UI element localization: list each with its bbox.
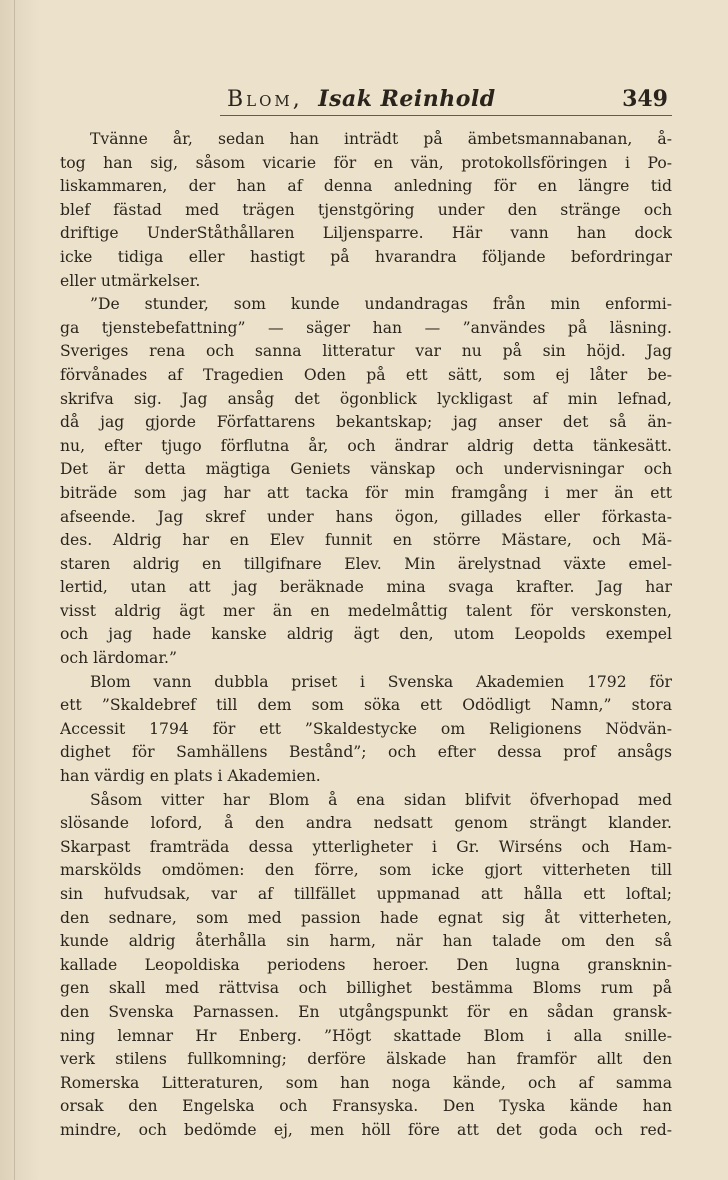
header-name: Isak Reinhold: [318, 86, 496, 112]
body-text: [60, 128, 672, 1143]
text-line: gen skall med rättvisa och billighet bestämma Bloms rum på: [60, 979, 672, 998]
text-line: biträde som jag har att tacka för min framgång i mer än ett: [60, 483, 672, 502]
text-line: visst aldrig ägt mer än en medelmåttig talent för verskonsten,: [60, 601, 672, 620]
page-gutter: [14, 0, 15, 1180]
text-line: dighet för Samhällens Bestånd”; och efter dessa prof ansågs: [60, 743, 672, 762]
text-line: Tvänne år, sedan han inträdt på ämbetsmannabanan, å-: [90, 130, 672, 148]
text-line: driftige UnderStåthållaren Liljensparre. Här vann han dock: [60, 224, 672, 243]
text-line: Såsom vitter har Blom å ena sidan blifvit öfverhopad med: [90, 790, 672, 809]
text-line: liskammaren, der han af denna anledning för en längre tid: [60, 177, 672, 196]
text-line: verk stilens fullkomning; derföre älskade han framför allt den: [60, 1050, 672, 1069]
text-line: och jag hade kanske aldrig ägt den, utom Leopolds exempel: [60, 625, 672, 644]
header-author: Blom,: [227, 87, 303, 112]
text-line: kallade Leopoldiska periodens heroer. Den lugna gransknin-: [60, 955, 672, 974]
text-line: tog han sig, såsom vicarie för en vän, protokollsföringen i Po-: [60, 153, 672, 172]
text-line: icke tidiga eller hastigt på hvarandra följande befordringar: [60, 247, 672, 266]
text-line: kunde aldrig återhålla sin harm, när han talade om den så: [60, 932, 672, 951]
running-header: [60, 82, 672, 116]
text-line: förvånades af Tragedien Oden på ett sätt, som ej låter be-: [60, 365, 672, 384]
text-line: skrifva sig. Jag ansåg det ögonblick lyckligast af min lefnad,: [60, 389, 672, 408]
header-rule: [220, 115, 672, 116]
text-line: han värdig en plats i Akademien.: [60, 767, 321, 786]
text-line: marskölds omdömen: den förre, som icke gjort vitterheten till: [60, 861, 672, 880]
text-line: mindre, och bedömde ej, men höll före att det goda och red-: [60, 1120, 672, 1139]
text-line: sin hufvudsak, var af tillfället uppmanad att hålla ett loftal;: [60, 885, 672, 903]
text-line: orsak den Engelska och Fransyska. Den Tyska kände han: [60, 1097, 672, 1116]
text-line: Accessit 1794 för ett ”Skaldestycke om Religionens Nödvän-: [60, 719, 672, 738]
text-line: slösande loford, å den andra nedsatt genom strängt klander.: [60, 814, 672, 833]
text-line: ”De stunder, som kunde undandragas från min enformi-: [90, 295, 672, 314]
text-line: den sednare, som med passion hade egnat sig åt vitterheten,: [60, 908, 672, 927]
text-line: och lärdomar.”: [60, 649, 177, 668]
text-line: blef fästad med trägen tjenstgöring under den stränge och: [60, 200, 672, 219]
text-line: staren aldrig en tillgifnare Elev. Min ärelystnad växte emel-: [60, 554, 672, 573]
text-line: ning lemnar Hr Enberg. ”Högt skattade Blom i alla snille-: [60, 1026, 672, 1045]
page-number: 349: [622, 86, 668, 112]
text-line: afseende. Jag skref under hans ögon, gillades eller förkasta-: [60, 507, 672, 526]
text-line: ga tjenstebefattning” — säger han — ”användes på läsning.: [60, 318, 672, 337]
text-line: lertid, utan att jag beräknade mina svaga krafter. Jag har: [60, 578, 672, 597]
text-line: ett ”Skaldebref till dem som söka ett Odödligt Namn,” stora: [60, 696, 672, 715]
running-title: [227, 86, 496, 112]
text-line: Romerska Litteraturen, som han noga kände, och af samma: [60, 1073, 672, 1092]
text-line: nu, efter tjugo förflutna år, och ändrar aldrig detta tänkesätt.: [60, 436, 672, 455]
text-line: des. Aldrig har en Elev funnit en större Mästare, och Mä-: [60, 531, 672, 550]
text-line: då jag gjorde Författarens bekantskap; jag anser det så än-: [60, 413, 672, 432]
text-line: den Svenska Parnassen. En utgångspunkt för en sådan gransk-: [60, 1002, 672, 1021]
text-line: Blom vann dubbla priset i Svenska Akademien 1792 för: [90, 672, 672, 691]
text-line: Sveriges rena och sanna litteratur var nu på sin höjd. Jag: [60, 342, 672, 361]
text-line: Skarpast framträda dessa ytterligheter i Gr. Wirséns och Ham-: [60, 837, 672, 856]
text-line: eller utmärkelser.: [60, 271, 201, 290]
text-line: Det är detta mägtiga Geniets vänskap och undervisningar och: [60, 460, 672, 479]
